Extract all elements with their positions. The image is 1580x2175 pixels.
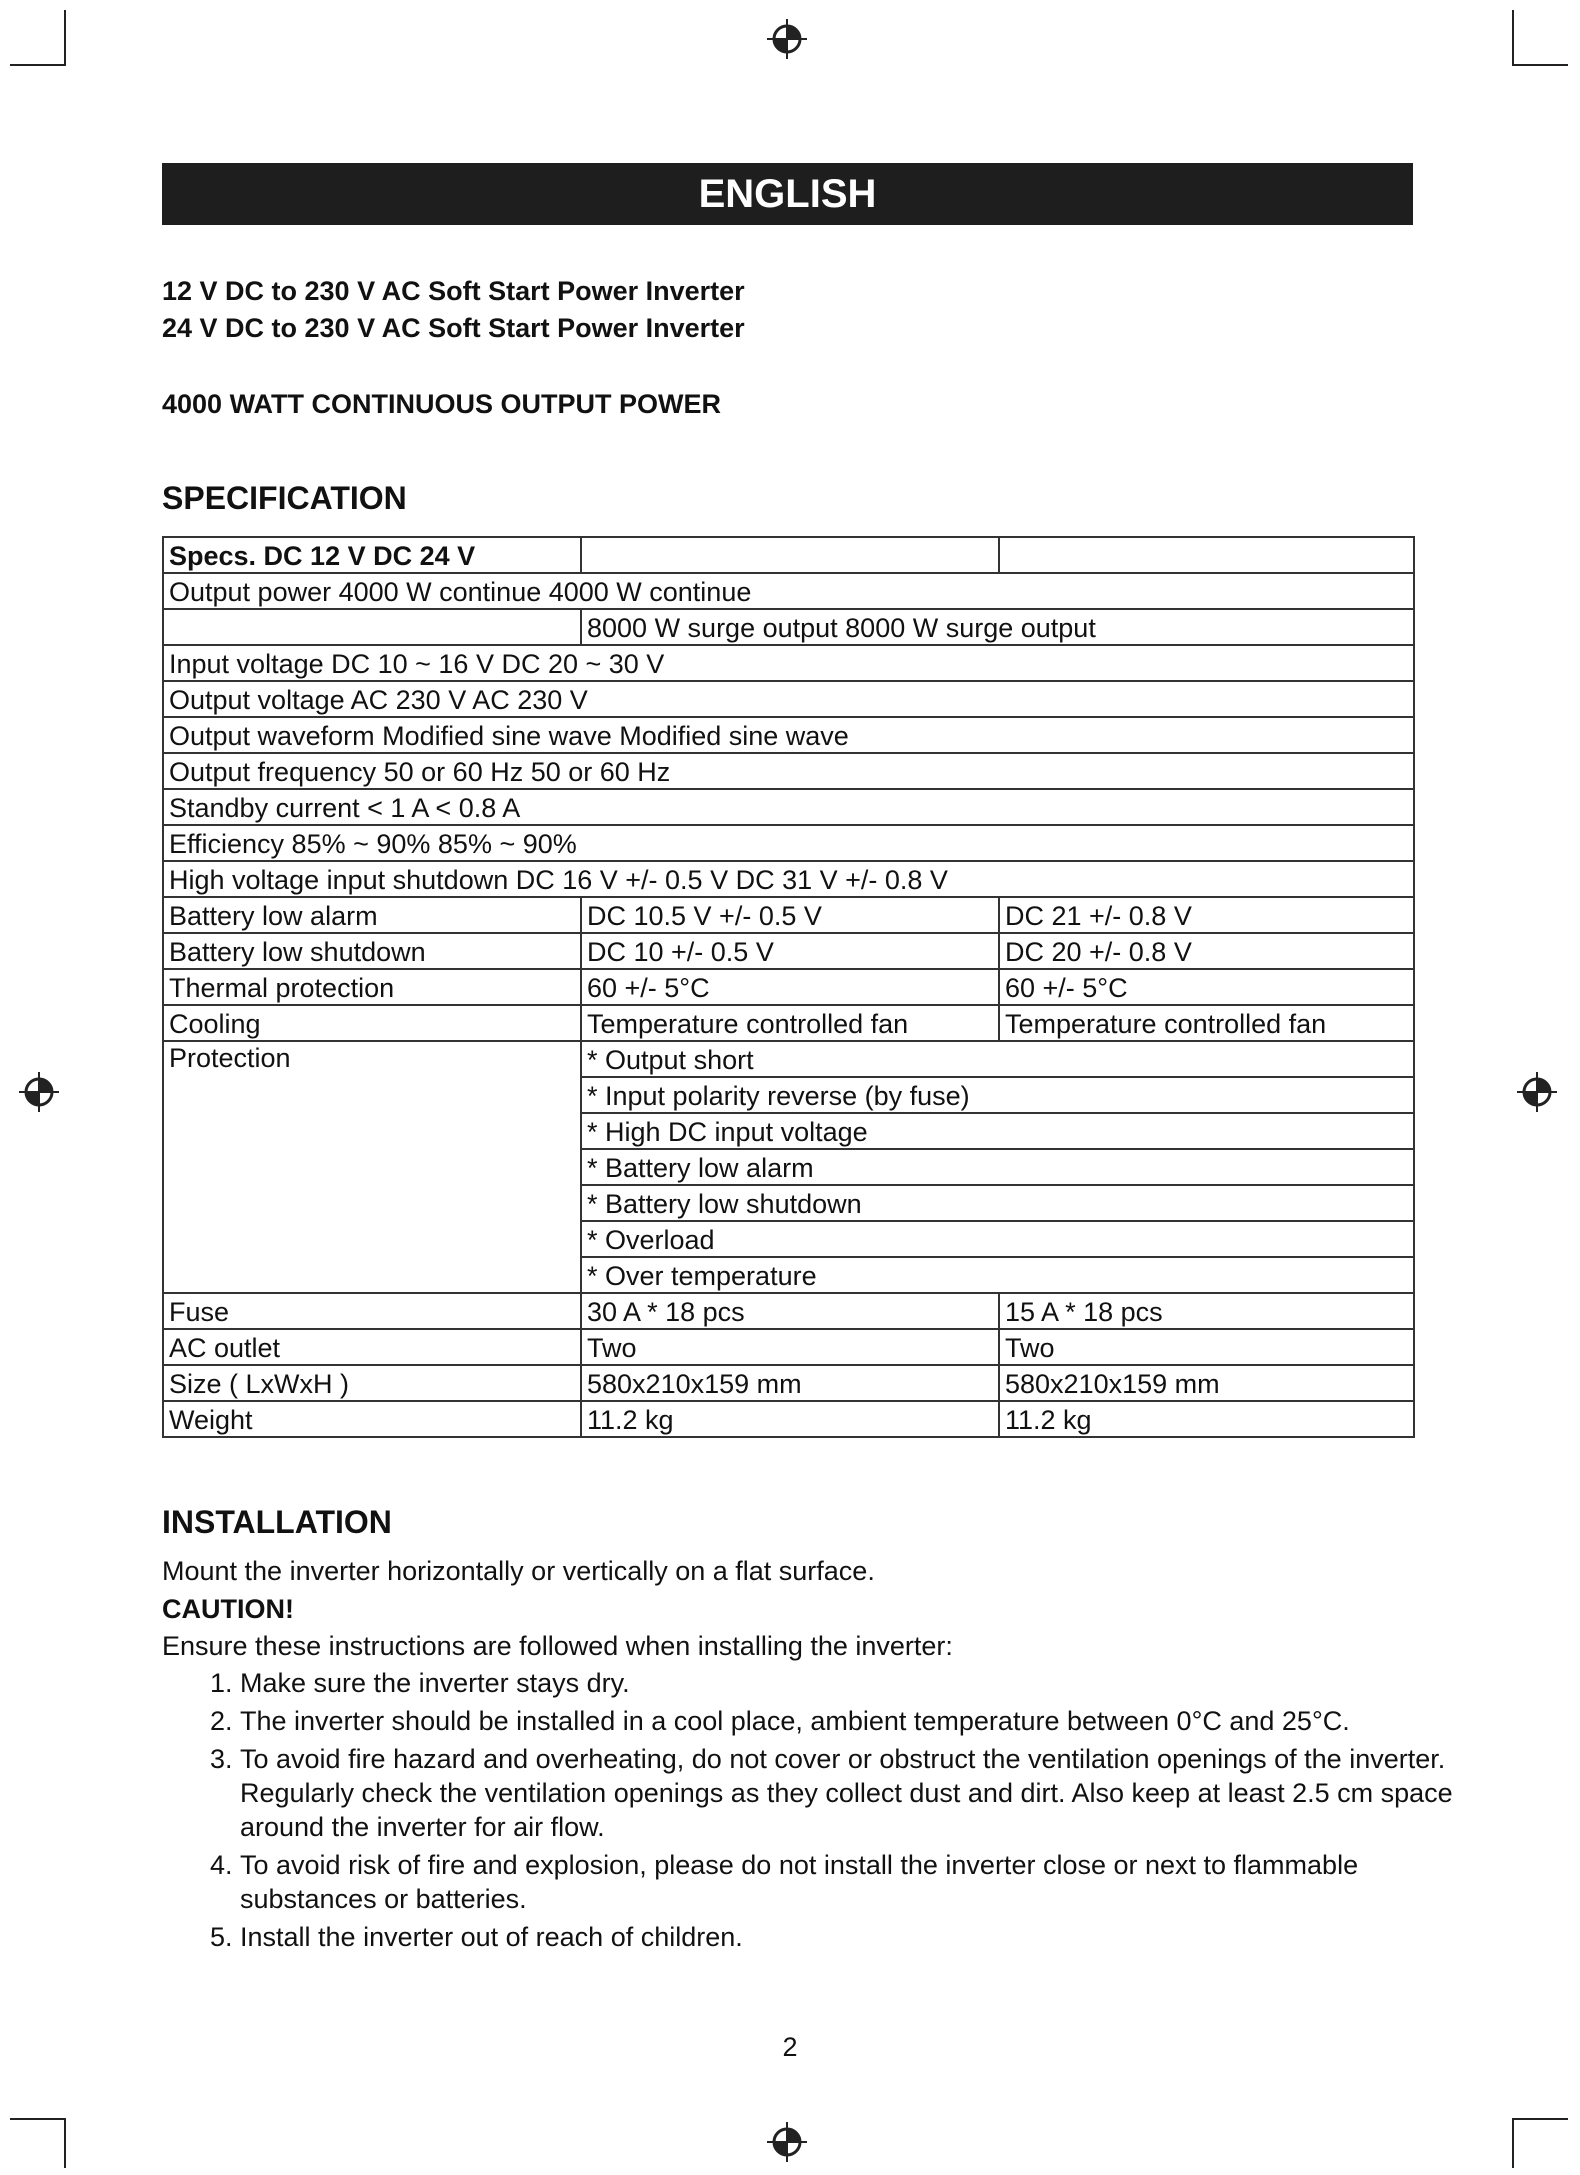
table-row: [163, 861, 1414, 897]
crop-mark-bottom-left: [64, 2118, 66, 2168]
table-cell: DC 21 +/- 0.8 V: [999, 897, 1414, 933]
product-title-12v: 12 V DC to 230 V AC Soft Start Power Inverter: [162, 276, 745, 306]
table-cell: Temperature controlled fan: [581, 1005, 999, 1041]
table-row: [163, 1041, 1414, 1077]
table-cell: Output voltage AC 230 V AC 230 V: [163, 681, 1414, 717]
table-cell: 580x210x159 mm: [581, 1365, 999, 1401]
table-cell: 8000 W surge output 8000 W surge output: [581, 609, 1414, 645]
table-cell: 580x210x159 mm: [999, 1365, 1414, 1401]
table-row: [163, 1005, 1414, 1041]
installation-ensure: Ensure these instructions are followed when installing the inverter:: [162, 1631, 953, 1661]
crop-mark-bottom-right: [1512, 2118, 1568, 2120]
table-row: [163, 537, 1414, 573]
table-cell: Standby current < 1 A < 0.8 A: [163, 789, 1414, 825]
table-cell: * High DC input voltage: [581, 1113, 1414, 1149]
table-row: [163, 1329, 1414, 1365]
table-row: [163, 609, 1414, 645]
table-cell: Two: [999, 1329, 1414, 1365]
crop-mark-top-right: [1512, 64, 1568, 66]
table-cell: Output waveform Modified sine wave Modified sine wave: [163, 717, 1414, 753]
language-banner: ENGLISH: [162, 163, 1413, 225]
table-cell: AC outlet: [163, 1329, 581, 1365]
table-cell: [163, 609, 581, 645]
registration-mark-icon: [765, 17, 809, 61]
table-cell: Output power 4000 W continue 4000 W continue: [163, 573, 1414, 609]
crop-mark-top-left: [64, 10, 66, 66]
list-item: 4. To avoid risk of fire and explosion, please do not install the inverter close or next to flammable substances or batteries.: [240, 1848, 1460, 1916]
table-cell: Efficiency 85% ~ 90% 85% ~ 90%: [163, 825, 1414, 861]
table-cell: Two: [581, 1329, 999, 1365]
table-cell: 15 A * 18 pcs: [999, 1293, 1414, 1329]
list-item: 1. Make sure the inverter stays dry.: [240, 1666, 1460, 1700]
page-number: 2: [782, 2032, 798, 2062]
table-cell: Fuse: [163, 1293, 581, 1329]
table-row: [163, 969, 1414, 1005]
table-cell: Output frequency 50 or 60 Hz 50 or 60 Hz: [163, 753, 1414, 789]
list-item: 5. Install the inverter out of reach of children.: [240, 1920, 1460, 1954]
table-cell: Specs. DC 12 V DC 24 V: [163, 537, 581, 573]
table-cell: Battery low shutdown: [163, 933, 581, 969]
table-cell: * Output short: [581, 1041, 1414, 1077]
table-row: [163, 645, 1414, 681]
installation-heading: INSTALLATION: [162, 1504, 392, 1540]
table-row: [163, 717, 1414, 753]
table-cell: 11.2 kg: [581, 1401, 999, 1437]
table-row: [163, 681, 1414, 717]
table-row: [163, 789, 1414, 825]
table-cell: DC 10.5 V +/- 0.5 V: [581, 897, 999, 933]
spec-table: [162, 536, 1415, 1438]
table-cell: * Battery low alarm: [581, 1149, 1414, 1185]
table-cell: Protection: [163, 1041, 581, 1293]
registration-mark-icon: [765, 2120, 809, 2164]
table-cell: 30 A * 18 pcs: [581, 1293, 999, 1329]
table-cell: Weight: [163, 1401, 581, 1437]
specification-heading: SPECIFICATION: [162, 480, 407, 516]
table-cell: Battery low alarm: [163, 897, 581, 933]
table-row: [163, 1293, 1414, 1329]
table-row: [163, 1401, 1414, 1437]
table-cell: * Overload: [581, 1221, 1414, 1257]
table-cell: High voltage input shutdown DC 16 V +/- 0.5 V DC 31 V +/- 0.8 V: [163, 861, 1414, 897]
table-cell: 60 +/- 5°C: [999, 969, 1414, 1005]
installation-intro: Mount the inverter horizontally or vertically on a flat surface.: [162, 1556, 875, 1586]
table-row: [163, 825, 1414, 861]
table-cell: 60 +/- 5°C: [581, 969, 999, 1005]
registration-mark-icon: [1515, 1070, 1559, 1114]
table-row: [163, 933, 1414, 969]
table-row: [163, 1365, 1414, 1401]
product-title-24v: 24 V DC to 230 V AC Soft Start Power Inverter: [162, 313, 745, 343]
table-cell: DC 10 +/- 0.5 V: [581, 933, 999, 969]
list-item: 3. To avoid fire hazard and overheating, do not cover or obstruct the ventilation openings of the inverter. Regularly check the ventilation openings as they collect dust and dirt. Also keep at least 2.5 cm space around the inverter for air flow.: [240, 1742, 1460, 1844]
installation-steps: [200, 1666, 1460, 1958]
table-cell: Size ( LxWxH ): [163, 1365, 581, 1401]
table-cell: * Over temperature: [581, 1257, 1414, 1293]
table-cell: 11.2 kg: [999, 1401, 1414, 1437]
table-cell: * Battery low shutdown: [581, 1185, 1414, 1221]
table-cell: Thermal protection: [163, 969, 581, 1005]
list-item: 2. The inverter should be installed in a cool place, ambient temperature between 0°C and 25°C.: [240, 1704, 1460, 1738]
crop-mark-top-right: [1512, 10, 1514, 66]
table-cell: [999, 537, 1414, 573]
crop-mark-bottom-right: [1512, 2118, 1514, 2168]
table-row: [163, 753, 1414, 789]
table-row: [163, 573, 1414, 609]
table-cell: * Input polarity reverse (by fuse): [581, 1077, 1414, 1113]
table-cell: Input voltage DC 10 ~ 16 V DC 20 ~ 30 V: [163, 645, 1414, 681]
table-row: [163, 897, 1414, 933]
caution-label: CAUTION!: [162, 1594, 294, 1624]
output-power-line: 4000 WATT CONTINUOUS OUTPUT POWER: [162, 389, 722, 419]
table-cell: Cooling: [163, 1005, 581, 1041]
registration-mark-icon: [17, 1070, 61, 1114]
crop-mark-bottom-left: [10, 2118, 66, 2120]
table-cell: Temperature controlled fan: [999, 1005, 1414, 1041]
crop-mark-top-left: [10, 64, 66, 66]
table-cell: DC 20 +/- 0.8 V: [999, 933, 1414, 969]
table-cell: [581, 537, 999, 573]
